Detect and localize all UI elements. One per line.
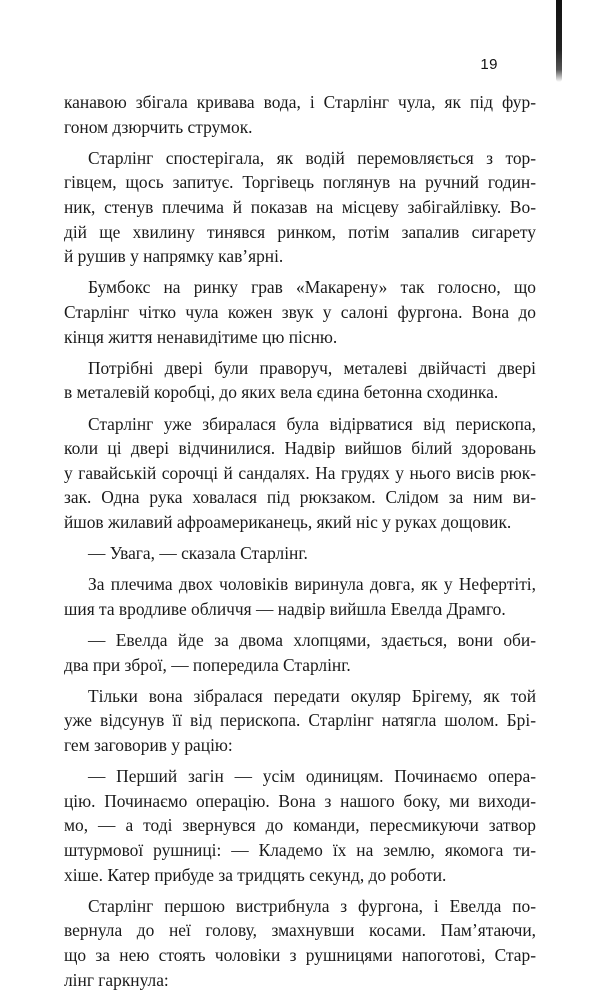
paragraph xyxy=(64,412,536,535)
text-line: Старлінг першою вистрибнула з фургона, і Евелда по- xyxy=(88,895,536,916)
text-line: вернула до неї голову, змахнувши косами. Пам’ятаючи, xyxy=(64,920,536,941)
text-line: штурмової рушниці: — Кладемо їх на землю, якомога ти- xyxy=(64,839,536,860)
page-number: 19 xyxy=(480,56,498,73)
text-line: Тільки вона зібралася передати окуляр Брігему, як той xyxy=(88,685,536,706)
text-line: Старлінг уже збиралася була відірватися від перископа, xyxy=(88,413,536,434)
text-line: Бумбокс на ринку грав «Макарену» так голосно, що xyxy=(88,277,536,298)
text-line: уже відсунув її від перископа. Старлінг натягла шолом. Брі- xyxy=(64,710,536,731)
text-line: коли ці двері відчинилися. Надвір вийшов білий здоровань xyxy=(64,438,536,459)
paragraph xyxy=(64,684,536,758)
paragraph xyxy=(64,541,536,566)
text-line: два при зброї, — попередила Старлінг. xyxy=(64,654,351,675)
text-line: зак. Одна рука ховалася під рюкзаком. Слідом за ним ви- xyxy=(64,487,536,508)
paragraph xyxy=(64,894,536,992)
text-line: цію. Починаємо операцію. Вона з нашого боку, ми виходи- xyxy=(64,790,536,811)
text-line: Старлінг чітко чула кожен звук у салоні фургона. Вона до xyxy=(64,301,536,322)
text-line: За плечима двох чоловіків виринула довга, як у Нефертіті, xyxy=(88,574,536,595)
text-line: — Перший загін — усім одиницям. Починаємо опера- xyxy=(88,766,536,787)
paragraph xyxy=(64,572,536,621)
text-line: Старлінг спостерігала, як водій перемовляється з тор- xyxy=(88,147,536,168)
text-line: й рушив у напрямку кав’ярні. xyxy=(64,246,284,267)
paragraph xyxy=(64,275,536,349)
text-line: дій ще хвилину тинявся ринком, потім запалив сигарету xyxy=(64,221,536,242)
text-line: кінця життя ненавидітиме цю пісню. xyxy=(64,326,338,347)
text-line: — Увага, — сказала Старлінг. xyxy=(88,543,308,564)
page-edge-marker xyxy=(556,0,562,82)
text-line: що за нею стоять чоловіки з рушницями напоготові, Стар- xyxy=(64,944,536,965)
text-line: — Евелда йде за двома хлопцями, здається, вони оби- xyxy=(88,630,536,651)
text-line: ник, стенув плечима й показав на місцеву забігайлівку. Во- xyxy=(64,196,536,217)
text-line: лінг гаркнула: xyxy=(64,969,169,990)
text-line: Потрібні двері були праворуч, металеві двійчасті двері xyxy=(88,357,536,378)
text-line: у гавайській сорочці й сандалях. На грудях у нього висів рюк- xyxy=(64,462,536,483)
text-line: хіше. Катер прибуде за тридцять секунд, до роботи. xyxy=(64,864,447,885)
text-line: йшов жилавий афроамериканець, який ніс у руках дощовик. xyxy=(64,511,512,532)
body-text xyxy=(64,90,536,992)
text-line: гівцем, щось запитує. Торгівець поглянув на ручний годин- xyxy=(64,172,536,193)
text-line: в металевій коробці, до яких вела єдина бетонна сходинка. xyxy=(64,382,499,403)
paragraph xyxy=(64,356,536,405)
paragraph xyxy=(64,628,536,677)
text-line: мо, — а тоді звернувся до команди, пересмикуючи затвор xyxy=(64,815,536,836)
text-line: канавою збігала кривава вода, і Старлінг чула, як під фур- xyxy=(64,92,536,112)
text-line: гем заговорив у рацію: xyxy=(64,735,233,755)
paragraph xyxy=(64,764,536,887)
paragraph xyxy=(64,90,536,139)
text-line: гоном дзюрчить струмок. xyxy=(64,116,253,137)
paragraph xyxy=(64,146,536,269)
text-line: шия та вродливе обличчя — надвір вийшла Евелда Драмго. xyxy=(64,598,506,619)
